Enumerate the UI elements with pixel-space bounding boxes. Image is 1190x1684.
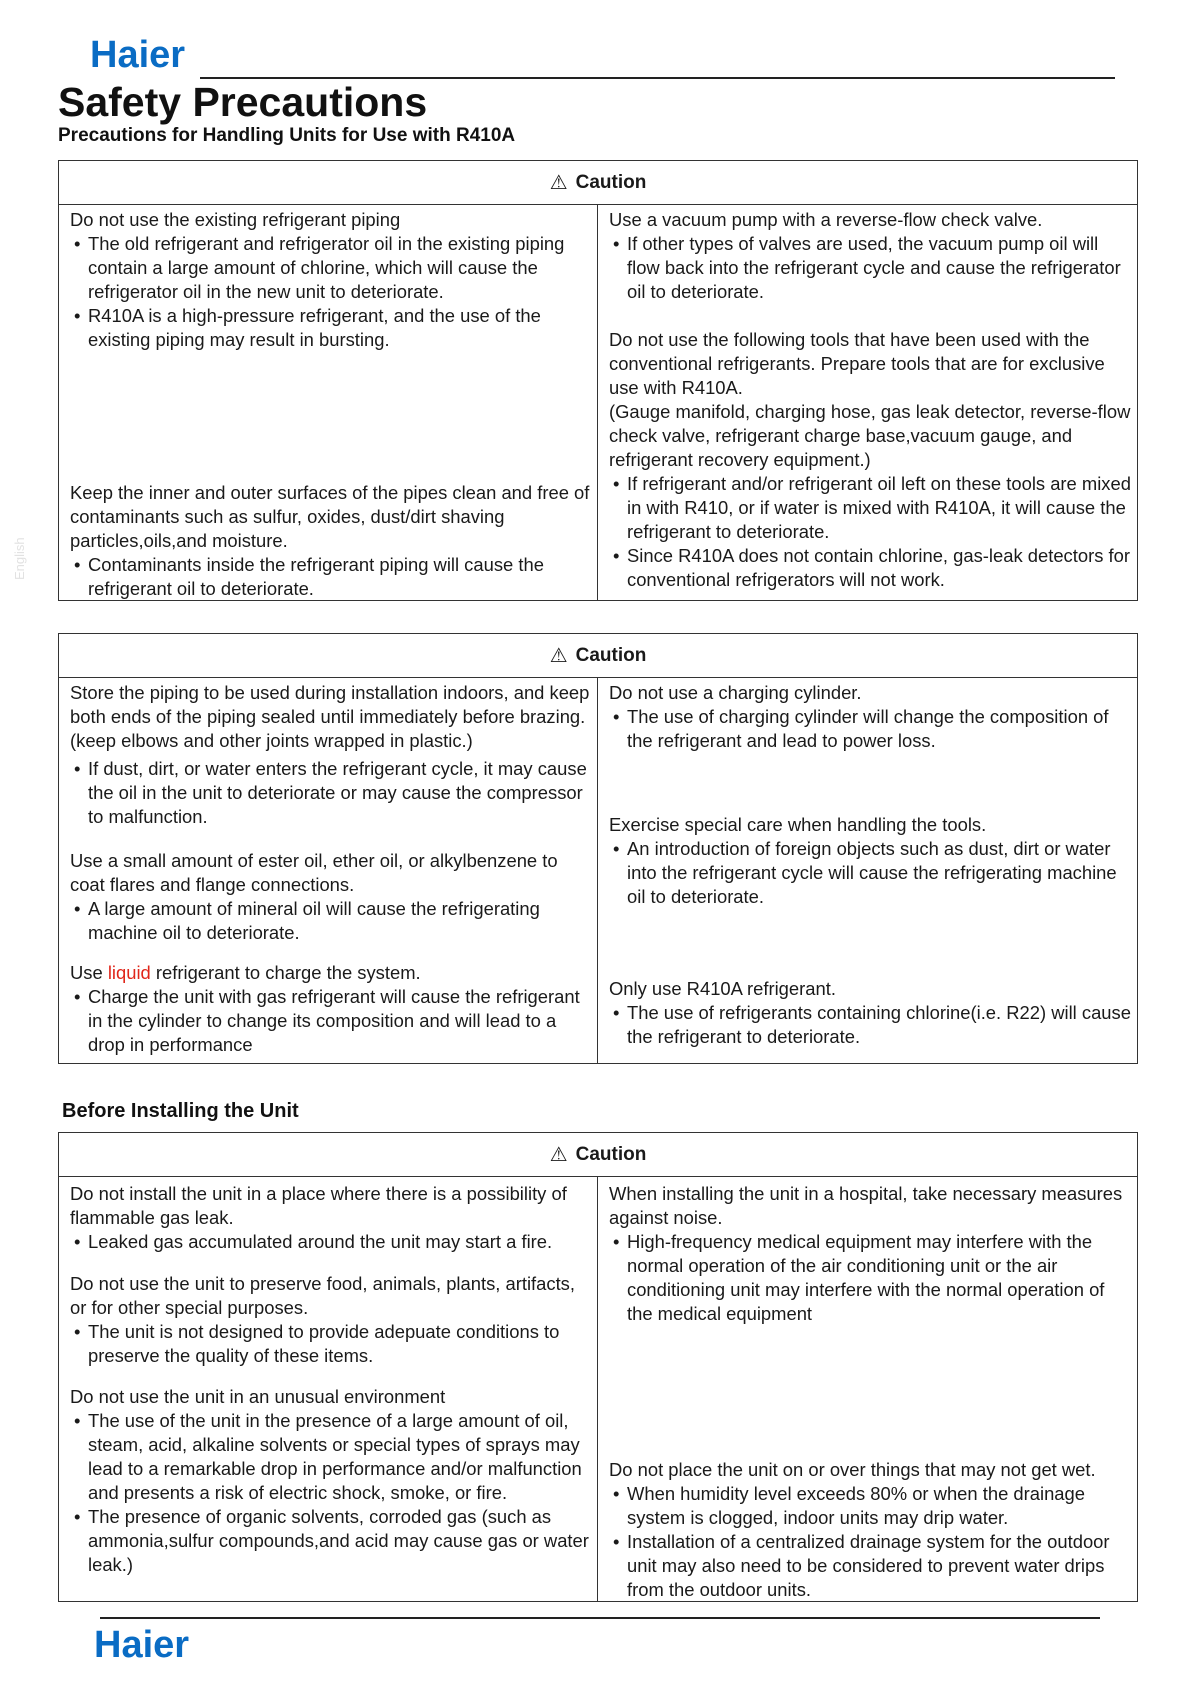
precaution-group bbox=[70, 961, 591, 1057]
precaution-heading: Use a vacuum pump with a reverse-flow check valve. bbox=[609, 209, 1043, 230]
precaution-heading: Store the piping to be used during installation indoors, and keep both ends of the piping sealed until immediately before brazing.(keep elbows and other joints wrapped in plastic.) bbox=[70, 682, 590, 751]
precaution-group bbox=[70, 681, 591, 829]
highlighted-word: liquid bbox=[107, 962, 151, 983]
caution-header bbox=[59, 634, 1137, 678]
precaution-heading: Exercise special care when handling the tools. bbox=[609, 814, 987, 835]
caution-box-1 bbox=[58, 160, 1138, 601]
precaution-group bbox=[70, 1385, 591, 1577]
precaution-bullet: • Leaked gas accumulated around the unit may start a fire. bbox=[70, 1230, 591, 1254]
caution-box-2 bbox=[58, 633, 1138, 1064]
precaution-heading: Do not use the unit to preserve food, animals, plants, artifacts, or for other special purposes. bbox=[70, 1273, 575, 1318]
caution-label: Caution bbox=[575, 1143, 647, 1165]
precaution-group bbox=[70, 1182, 591, 1254]
caution-label: Caution bbox=[575, 171, 647, 193]
precaution-note: (Gauge manifold, charging hose, gas leak detector, reverse-flow check valve, refrigerant charge base,vacuum gauge, and refrigerant recovery equipment.) bbox=[609, 401, 1131, 470]
precaution-heading: When installing the unit in a hospital, take necessary measures against noise. bbox=[609, 1183, 1123, 1228]
precaution-bullet: • The use of the unit in the presence of a large amount of oil, steam, acid, alkaline solvents or special types of sprays may lead to a remarkable drop in performance and/or malfunction and presents a risk of electric shock, smoke, or fire. bbox=[70, 1409, 591, 1505]
precaution-bullet: • Contaminants inside the refrigerant piping will cause the refrigerant oil to deteriorate. bbox=[70, 553, 591, 601]
precaution-bullet: • If refrigerant and/or refrigerant oil left on these tools are mixed in with R410, or if water is mixed with R410A, it will cause the refrigerant to deteriorate. bbox=[609, 472, 1131, 544]
precaution-bullet: • The old refrigerant and refrigerator oil in the existing piping contain a large amount of chlorine, which will cause the refrigerator oil in the new unit to deteriorate. bbox=[70, 232, 591, 304]
precaution-bullet: • R410A is a high-pressure refrigerant, and the use of the existing piping may result in bursting. bbox=[70, 304, 591, 352]
caution-box-3 bbox=[58, 1132, 1138, 1602]
brand-logo-top: Haier bbox=[90, 34, 186, 76]
caution-label: Caution bbox=[575, 644, 647, 666]
precaution-bullet: • If dust, dirt, or water enters the refrigerant cycle, it may cause the oil in the unit to deteriorate or may cause the compressor to malfunction. bbox=[70, 757, 591, 829]
precaution-heading: Do not use the unit in an unusual environment bbox=[70, 1386, 446, 1407]
caution-column-right bbox=[598, 678, 1137, 1063]
precaution-group bbox=[70, 1272, 591, 1368]
warning-icon: ⚠ bbox=[549, 172, 568, 194]
caution-column-right bbox=[598, 205, 1137, 600]
caution-header bbox=[59, 1133, 1137, 1177]
precaution-heading: Use a small amount of ester oil, ether oil, or alkylbenzene to coat flares and flange connections. bbox=[70, 850, 558, 895]
precaution-bullet: • An introduction of foreign objects such as dust, dirt or water into the refrigerant cycle will cause the refrigerating machine oil to deteriorate. bbox=[609, 837, 1131, 909]
precaution-group bbox=[609, 328, 1131, 592]
precaution-group bbox=[609, 977, 1131, 1049]
brand-logo-bottom: Haier bbox=[94, 1624, 190, 1666]
precaution-heading: Do not place the unit on or over things that may not get wet. bbox=[609, 1459, 1096, 1480]
caution-column-left bbox=[59, 678, 598, 1063]
warning-icon: ⚠ bbox=[549, 645, 568, 667]
precaution-heading: Do not use a charging cylinder. bbox=[609, 682, 862, 703]
precaution-heading: Only use R410A refrigerant. bbox=[609, 978, 836, 999]
section-title: Before Installing the Unit bbox=[62, 1100, 299, 1122]
precaution-group bbox=[609, 1182, 1131, 1326]
precaution-group bbox=[609, 813, 1131, 909]
caution-header bbox=[59, 161, 1137, 205]
precaution-group bbox=[609, 208, 1131, 304]
precaution-heading: Use liquid refrigerant to charge the system. bbox=[70, 962, 421, 983]
precaution-bullet: • The presence of organic solvents, corroded gas (such as ammonia,sulfur compounds,and acid may cause gas or water leak.) bbox=[70, 1505, 591, 1577]
precaution-heading: Do not install the unit in a place where there is a possibility of flammable gas leak. bbox=[70, 1183, 567, 1228]
precaution-bullet: • The use of charging cylinder will change the composition of the refrigerant and lead to power loss. bbox=[609, 705, 1131, 753]
precaution-group bbox=[609, 1458, 1131, 1602]
precaution-bullet: • When humidity level exceeds 80% or when the drainage system is clogged, indoor units may drip water. bbox=[609, 1482, 1131, 1530]
caution-column-right bbox=[598, 1177, 1137, 1601]
caution-column-left bbox=[59, 1177, 598, 1601]
page-title: Safety Precautions bbox=[58, 79, 428, 125]
precaution-bullet: • Installation of a centralized drainage system for the outdoor unit may also need to be considered to prevent water drips from the outdoor units. bbox=[609, 1530, 1131, 1602]
precaution-bullet: • Since R410A does not contain chlorine, gas-leak detectors for conventional refrigerators will not work. bbox=[609, 544, 1131, 592]
precaution-group bbox=[70, 481, 591, 601]
caution-column-left bbox=[59, 205, 598, 600]
precaution-group bbox=[70, 849, 591, 945]
precaution-bullet: • Charge the unit with gas refrigerant will cause the refrigerant in the cylinder to change its composition and will lead to a drop in performance bbox=[70, 985, 591, 1057]
language-side-label: English bbox=[12, 537, 27, 580]
precaution-heading: Do not use the following tools that have been used with the conventional refrigerants. Prepare tools that are for exclusive use with R410A. bbox=[609, 329, 1105, 398]
precaution-bullet: • If other types of valves are used, the vacuum pump oil will flow back into the refrigerant cycle and cause the refrigerator oil to deteriorate. bbox=[609, 232, 1131, 304]
footer-rule bbox=[100, 1617, 1100, 1619]
page-subtitle: Precautions for Handling Units for Use with R410A bbox=[58, 125, 516, 146]
precaution-bullet: • A large amount of mineral oil will cause the refrigerating machine oil to deteriorate. bbox=[70, 897, 591, 945]
precaution-group bbox=[70, 208, 591, 352]
precaution-group bbox=[609, 681, 1131, 753]
warning-icon: ⚠ bbox=[549, 1144, 568, 1166]
precaution-bullet: • The use of refrigerants containing chlorine(i.e. R22) will cause the refrigerant to deteriorate. bbox=[609, 1001, 1131, 1049]
precaution-heading: Do not use the existing refrigerant piping bbox=[70, 209, 401, 230]
precaution-heading: Keep the inner and outer surfaces of the pipes clean and free of contaminants such as sulfur, oxides, dust/dirt shaving particles,oils,and moisture. bbox=[70, 482, 590, 551]
precaution-bullet: • The unit is not designed to provide adepuate conditions to preserve the quality of these items. bbox=[70, 1320, 591, 1368]
precaution-bullet: • High-frequency medical equipment may interfere with the normal operation of the air conditioning unit or the air conditioning unit may interfere with the normal operation of the medical equipment bbox=[609, 1230, 1131, 1326]
